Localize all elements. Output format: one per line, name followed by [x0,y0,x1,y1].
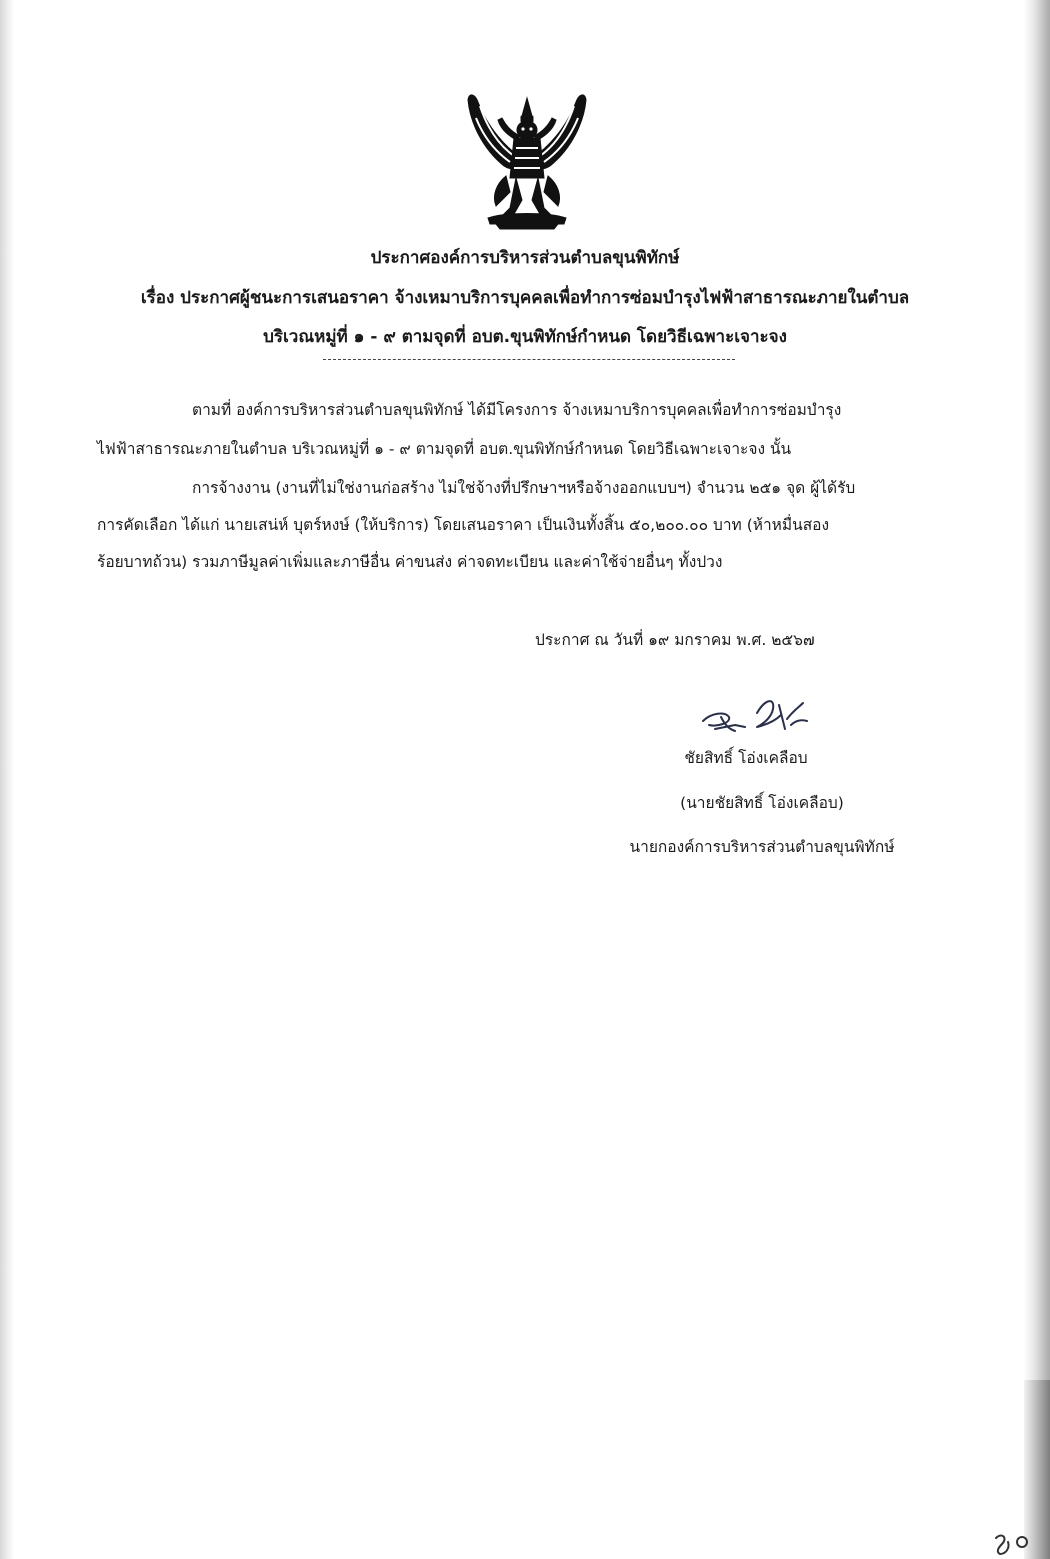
dashed-divider [323,359,735,360]
announcement-date: ประกาศ ณ วันที่ ๑๙ มกราคม พ.ศ. ๒๕๖๗ [535,631,815,649]
handwritten-signature-icon [695,695,815,741]
handwritten-page-number [990,1530,1034,1556]
announcement-subject-line2: บริเวณหมู่ที่ ๑ - ๙ ตามจุดที่ อบต.ขุนพิทักษ์กำหนด โดยวิธีเฉพาะเจาะจง [263,327,787,347]
body-line-2: ไฟฟ้าสาธารณะภายในตำบล บริเวณหมู่ที่ ๑ - ๙ ตามจุดที่ อบต.ขุนพิทักษ์กำหนด โดยวิธีเฉพาะเจาะจง นั้น [97,440,792,458]
announcement-title: ประกาศองค์การบริหารส่วนตำบลขุนพิทักษ์ [370,248,680,268]
signatory-full-name: (นายชัยสิทธิ์ โอ่งเคลือบ) [680,794,844,812]
paper-edge-right [1024,0,1050,1559]
announcement-subject-line1: เรื่อง ประกาศผู้ชนะการเสนอราคา จ้างเหมาบริการบุคคลเพื่อทำการซ่อมบำรุงไฟฟ้าสาธารณะภายในตำบล [140,288,910,308]
body-line-4: การคัดเลือก ได้แก่ นายเสน่ห์ บุตร์หงษ์ (ให้บริการ) โดยเสนอราคา เป็นเงินทั้งสิ้น ๕๐,๒๐๐.๐๐ บาท (ห้าหมื่นสอง [97,516,830,534]
body-line-3: การจ้างงาน (งานที่ไม่ใช่งานก่อสร้าง ไม่ใช่จ้างที่ปรึกษาฯหรือจ้างออกแบบฯ) จำนวน ๒๕๑ จุด ผู้ได้รับ [192,479,856,497]
body-line-5: ร้อยบาทถ้วน) รวมภาษีมูลค่าเพิ่มและภาษีอื่น ค่าขนส่ง ค่าจดทะเบียน และค่าใช้จ่ายอื่นๆ ทั้งปวง [97,553,723,571]
garuda-emblem-icon [466,88,588,230]
signatory-position: นายกองค์การบริหารส่วนตำบลขุนพิทักษ์ [629,838,895,856]
body-line-1: ตามที่ องค์การบริหารส่วนตำบลขุนพิทักษ์ ได้มีโครงการ จ้างเหมาบริการบุคคลเพื่อทำการซ่อมบำรุง [192,401,842,419]
signatory-name: ชัยสิทธิ์ โอ่งเคลือบ [684,749,808,767]
paper-edge-left [0,0,14,1559]
